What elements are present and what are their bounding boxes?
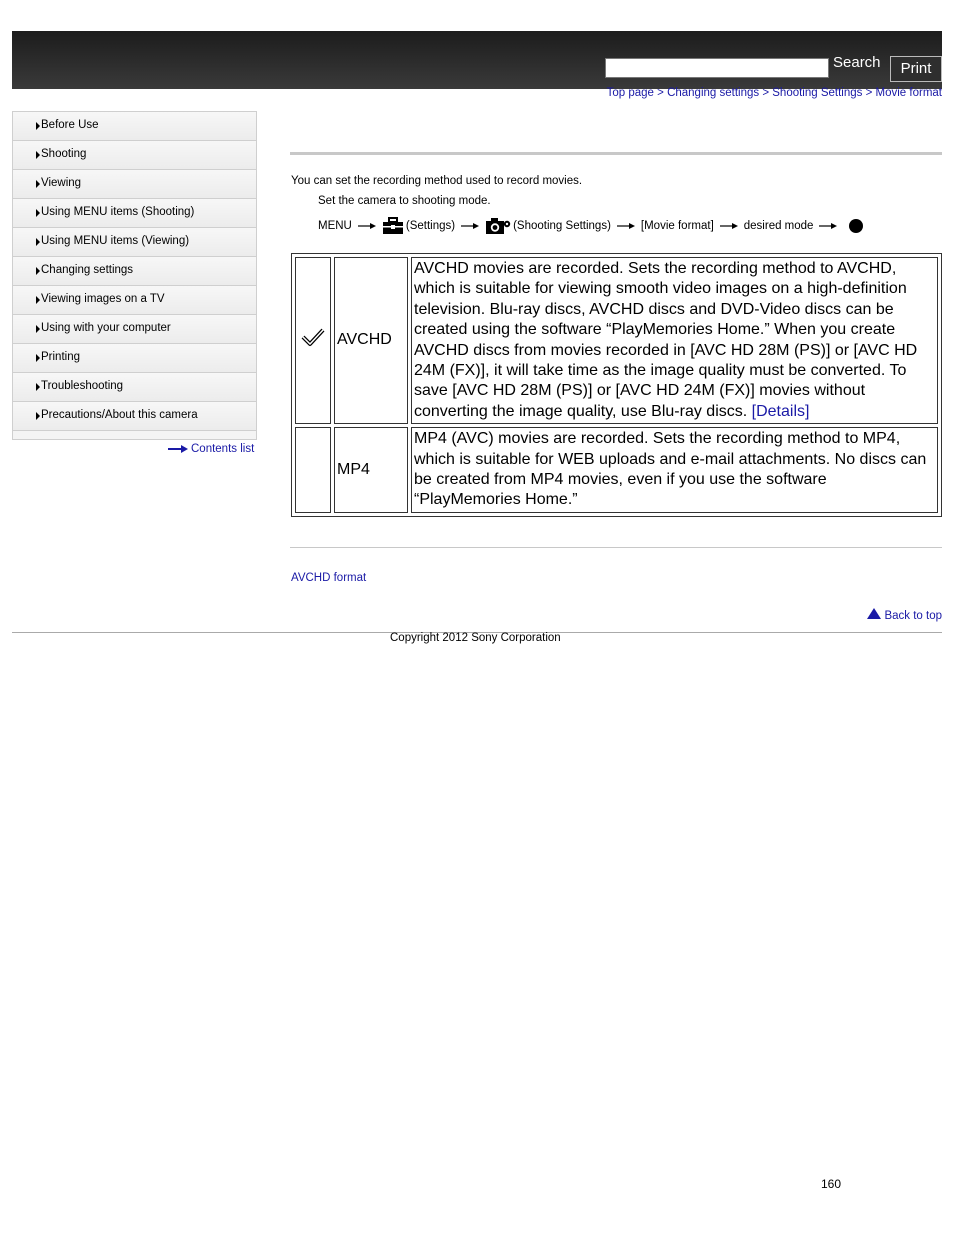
- chevron-right-icon: [36, 412, 40, 420]
- breadcrumb-changing-settings[interactable]: Changing settings: [667, 87, 760, 99]
- chevron-right-icon: [36, 122, 40, 130]
- sidebar-nav: [12, 111, 257, 440]
- movie-format-label: [Movie format]: [640, 220, 714, 232]
- sidebar-item-menu-viewing[interactable]: [13, 228, 256, 257]
- breadcrumb-movie-format[interactable]: Movie format: [875, 87, 942, 99]
- sidebar-item-computer[interactable]: [13, 315, 256, 344]
- print-button[interactable]: Print: [890, 56, 942, 82]
- sidebar-item-viewing-tv[interactable]: [13, 286, 256, 315]
- mode-name: AVCHD: [334, 257, 408, 424]
- arrow-right-icon: [720, 222, 738, 230]
- sidebar-item-label: Before Use: [41, 119, 99, 131]
- mode-description: [411, 427, 938, 513]
- sidebar-item-shooting[interactable]: [13, 141, 256, 170]
- sidebar-item-label: Using MENU items (Viewing): [41, 235, 190, 247]
- breadcrumb-separator: >: [865, 87, 873, 99]
- details-link[interactable]: [Details]: [751, 402, 810, 420]
- breadcrumb-separator: >: [762, 87, 770, 99]
- mode-description-text: AVCHD movies are recorded. Sets the recording method to AVCHD, which is suitable for viewing smooth video images on a high-definition television. Blu-ray discs, AVCHD discs and DVD-Video discs can be created using the software “PlayMemories Home.” When you create AVCHD discs from movies recorded in [AVC HD 28M (PS)] or [AVC HD 24M (FX)], it will take time as the image quality must be converted. To save [AVC HD 28M (PS)] or [AVC HD 24M (FX)] movies without converting the image quality, use Blu-ray discs.: [414, 260, 918, 420]
- sidebar-item-precautions[interactable]: [13, 402, 256, 431]
- sidebar-footer: [13, 431, 256, 439]
- breadcrumb: [607, 87, 942, 99]
- sidebar-item-before-use[interactable]: [13, 112, 256, 141]
- arrow-right-icon: [461, 222, 479, 230]
- section-divider: [290, 547, 942, 548]
- arrow-right-icon: [819, 222, 837, 230]
- chevron-right-icon: [36, 325, 40, 333]
- menu-label: MENU: [318, 220, 352, 232]
- sidebar-item-label: Viewing: [41, 177, 82, 189]
- table-row: [295, 427, 938, 513]
- chevron-right-icon: [36, 151, 40, 159]
- chevron-right-icon: [36, 209, 40, 217]
- contents-list-label: Contents list: [191, 443, 255, 455]
- checkmark-icon: [301, 327, 325, 347]
- camera-settings-icon: [485, 217, 511, 235]
- mode-description-text: MP4 (AVC) movies are recorded. Sets the recording method to MP4, which is suitable for WEB uploads and e-mail attachments. No discs can be created from MP4 movies, even if you use the software “PlayMemories Home.”: [414, 430, 927, 509]
- sidebar-item-label: Printing: [41, 351, 80, 363]
- breadcrumb-shooting-settings[interactable]: Shooting Settings: [772, 87, 863, 99]
- sidebar-item-changing-settings[interactable]: [13, 257, 256, 286]
- sidebar-item-menu-shooting[interactable]: [13, 199, 256, 228]
- desired-mode-label: desired mode: [743, 220, 814, 232]
- sidebar-item-label: Using MENU items (Shooting): [41, 206, 195, 218]
- copyright-text: Copyright 2012 Sony Corporation: [390, 632, 561, 644]
- sidebar-item-printing[interactable]: [13, 344, 256, 373]
- search-input[interactable]: [605, 58, 829, 78]
- sidebar-item-viewing[interactable]: [13, 170, 256, 199]
- sidebar-item-label: Troubleshooting: [41, 380, 124, 392]
- mode-icon-cell: [295, 427, 331, 513]
- arrow-right-icon: [617, 222, 635, 230]
- header-bar: [12, 31, 942, 89]
- shooting-settings-label: (Shooting Settings): [513, 220, 611, 232]
- back-to-top-label: Back to top: [884, 610, 942, 622]
- breadcrumb-separator: >: [657, 87, 664, 99]
- chevron-right-icon: [36, 180, 40, 188]
- sidebar-item-label: Shooting: [41, 148, 87, 160]
- mode-table: [291, 253, 942, 517]
- menu-path: [318, 214, 863, 238]
- center-button-icon: [849, 219, 863, 233]
- chevron-right-icon: [36, 238, 40, 246]
- arrow-right-icon: [358, 222, 376, 230]
- contents-list-link[interactable]: [168, 443, 254, 455]
- mode-name: MP4: [334, 427, 408, 513]
- toolbox-settings-icon: [382, 217, 404, 235]
- related-link-avchd[interactable]: AVCHD format: [291, 572, 367, 584]
- mode-description: [411, 257, 938, 424]
- chevron-right-icon: [36, 383, 40, 391]
- intro-text: You can set the recording method used to record movies.: [291, 175, 583, 187]
- search-button[interactable]: Search: [833, 54, 881, 71]
- arrow-right-icon: [168, 445, 188, 453]
- back-to-top-link[interactable]: [867, 610, 942, 622]
- step-text: Set the camera to shooting mode.: [318, 195, 491, 207]
- sidebar-item-label: Changing settings: [41, 264, 134, 276]
- triangle-up-icon: [867, 608, 881, 619]
- mode-icon-cell: [295, 257, 331, 424]
- chevron-right-icon: [36, 267, 40, 275]
- page-number: 160: [821, 1177, 842, 1191]
- sidebar-item-label: Precautions/About this camera: [41, 409, 198, 421]
- sidebar-item-troubleshooting[interactable]: [13, 373, 256, 402]
- sidebar-item-label: Using with your computer: [41, 322, 171, 334]
- table-row: [295, 257, 938, 424]
- chevron-right-icon: [36, 296, 40, 304]
- settings-label: (Settings): [405, 220, 456, 232]
- chevron-right-icon: [36, 354, 40, 362]
- breadcrumb-top-page[interactable]: Top page: [606, 87, 654, 99]
- title-divider: [290, 152, 942, 155]
- sidebar-item-label: Viewing images on a TV: [41, 293, 165, 305]
